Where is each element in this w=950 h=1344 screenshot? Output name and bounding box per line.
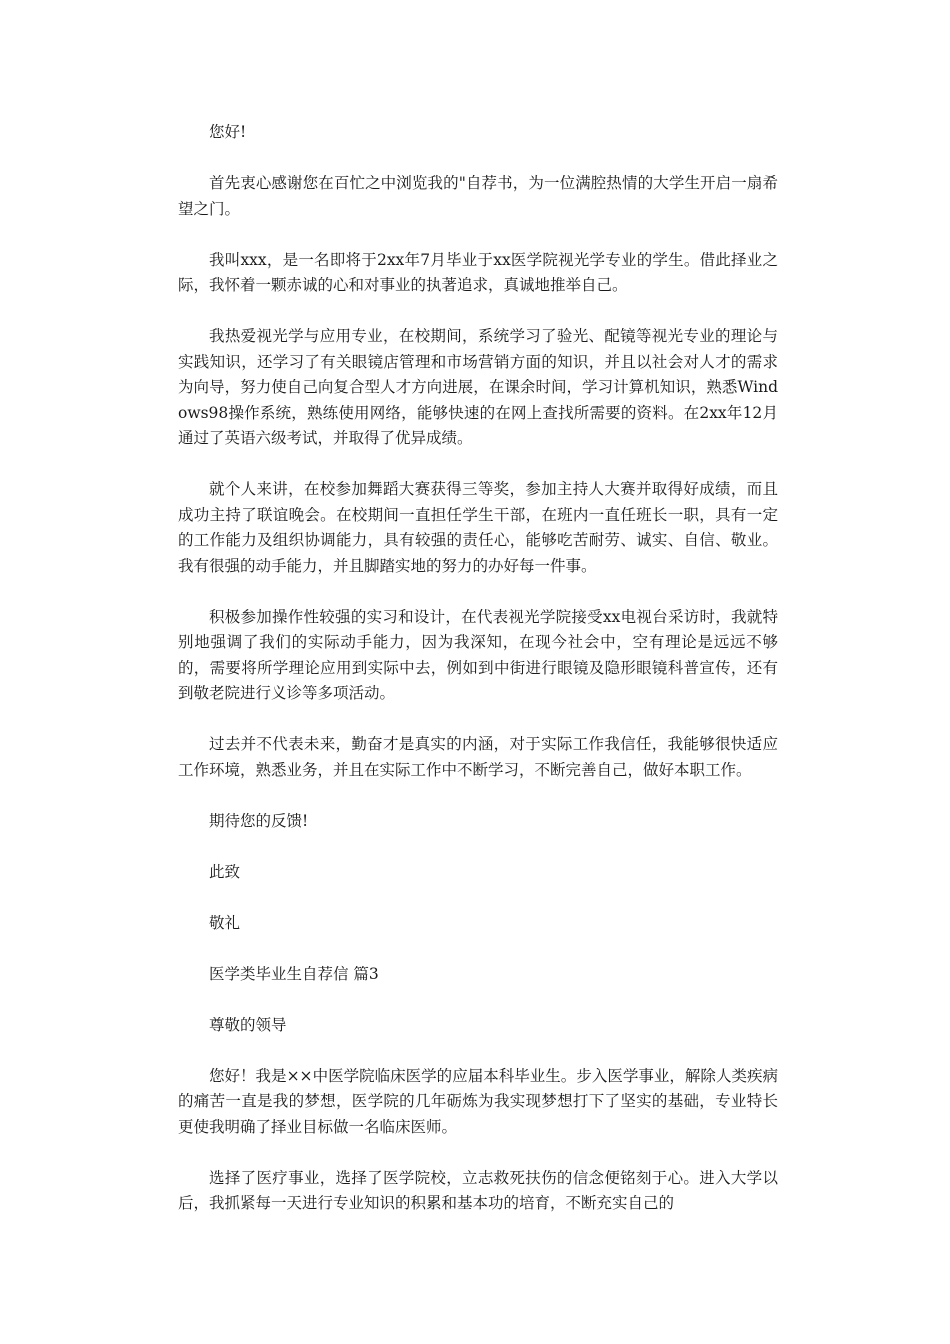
greeting: 您好!: [209, 123, 247, 141]
paragraph-studies: 我热爱视光学与应用专业，在校期间，系统学习了验光、配镜等视光专业的理论与实践知识，还学习了有关眼镜店管理和市场营销方面的知识，并且以社会对人才的需求为向导，努力使自己向复合型人才方向进展，在课余时间，学习计算机知识，熟悉Windows98操作系统，熟练使用网络，能够快速的在网上查找所需要的资料。在2xx年12月通过了英语六级考试，并取得了优异成绩。: [178, 327, 778, 447]
section-heading: 医学类毕业生自荐信 篇3: [209, 964, 379, 983]
letter-body: [178, 120, 778, 1242]
closing-regards: 敬礼: [209, 913, 241, 932]
closing-feedback: 期待您的反馈!: [209, 811, 309, 830]
paragraph-activities: 就个人来讲，在校参加舞蹈大赛获得三等奖，参加主持人大赛并取得好成绩，而且成功主持了联谊晚会。在校期间一直担任学生干部，在班内一直任班长一职，具有一定的工作能力及组织协调能力，具有较强的责任心，能够吃苦耐劳、诚实、自信、敬业。我有很强的动手能力，并且脚踏实地的努力的办好每一件事。: [178, 480, 778, 575]
paragraph-thanks: 首先衷心感谢您在百忙之中浏览我的"自荐书，为一位满腔热情的大学生开启一扇希望之门。: [178, 174, 778, 218]
paragraph-commitment: 过去并不代表未来，勤奋才是真实的内涵，对于实际工作我信任，我能够很快适应工作环境，熟悉业务，并且在实际工作中不断学习，不断完善自己，做好本职工作。: [178, 735, 778, 779]
paragraph-practice: 积极参加操作性较强的实习和设计，在代表视光学院接受xx电视台采访时，我就特别地强调了我们的实际动手能力，因为我深知，在现今社会中，空有理论是远远不够的，需要将所学理论应用到实际中去，例如到中街进行眼镜及隐形眼镜科普宣传，还有到敬老院进行义诊等多项活动。: [178, 607, 778, 702]
paragraph-introduction: 我叫xxx，是一名即将于2xx年7月毕业于xx医学院视光学专业的学生。借此择业之际，我怀着一颗赤诚的心和对事业的执著追求，真诚地推举自己。: [178, 250, 778, 294]
second-letter-paragraph-intro: 您好！我是××中医学院临床医学的应届本科毕业生。步入医学事业，解除人类疾病的痛苦一直是我的梦想，医学院的几年砺炼为我实现梦想打下了坚实的基础，专业特长更使我明确了择业目标做一名临床医师。: [178, 1066, 778, 1136]
second-letter-paragraph-choice: 选择了医疗事业，选择了医学院校，立志救死扶伤的信念便铭刻于心。进入大学以后，我抓紧每一天进行专业知识的积累和基本功的培育，不断充实自己的: [178, 1168, 778, 1212]
second-letter-addressee: 尊敬的领导: [209, 1015, 287, 1034]
closing-salutation: 此致: [209, 862, 241, 881]
